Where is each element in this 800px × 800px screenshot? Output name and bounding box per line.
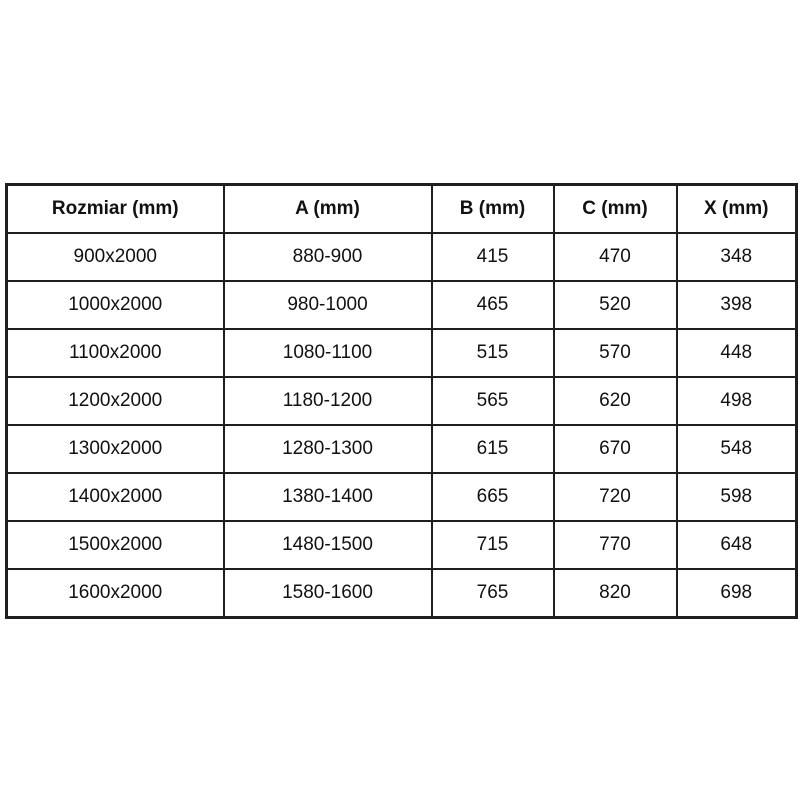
table-cell: 598 [677, 473, 797, 521]
table-row [7, 281, 797, 329]
table-row [7, 233, 797, 281]
table-cell: 720 [554, 473, 677, 521]
table-cell: 1280-1300 [224, 425, 432, 473]
table-cell: 900x2000 [7, 233, 224, 281]
table-cell: 470 [554, 233, 677, 281]
table-cell: 348 [677, 233, 797, 281]
table-row [7, 569, 797, 618]
table-header-row [7, 185, 797, 234]
table-cell: 880-900 [224, 233, 432, 281]
table-cell: 1400x2000 [7, 473, 224, 521]
table-cell: 1000x2000 [7, 281, 224, 329]
table-cell: 1380-1400 [224, 473, 432, 521]
column-header-x: X (mm) [677, 185, 797, 234]
table-cell: 570 [554, 329, 677, 377]
table-cell: 415 [432, 233, 554, 281]
table-cell: 1580-1600 [224, 569, 432, 618]
table-cell: 498 [677, 377, 797, 425]
table-cell: 448 [677, 329, 797, 377]
table-cell: 1500x2000 [7, 521, 224, 569]
table-cell: 615 [432, 425, 554, 473]
table-row [7, 473, 797, 521]
table-cell: 548 [677, 425, 797, 473]
table-cell: 398 [677, 281, 797, 329]
table-cell: 1200x2000 [7, 377, 224, 425]
size-table [5, 183, 798, 619]
table-cell: 1080-1100 [224, 329, 432, 377]
table-cell: 665 [432, 473, 554, 521]
table-cell: 1180-1200 [224, 377, 432, 425]
table-cell: 1600x2000 [7, 569, 224, 618]
table-cell: 1300x2000 [7, 425, 224, 473]
table-cell: 520 [554, 281, 677, 329]
table-row [7, 329, 797, 377]
table-cell: 698 [677, 569, 797, 618]
size-table-body [7, 233, 797, 618]
table-row [7, 377, 797, 425]
table-cell: 620 [554, 377, 677, 425]
table-cell: 565 [432, 377, 554, 425]
table-row [7, 425, 797, 473]
table-cell: 980-1000 [224, 281, 432, 329]
table-cell: 820 [554, 569, 677, 618]
table-cell: 715 [432, 521, 554, 569]
table-cell: 515 [432, 329, 554, 377]
column-header-rozmiar: Rozmiar (mm) [7, 185, 224, 234]
table-cell: 670 [554, 425, 677, 473]
column-header-c: C (mm) [554, 185, 677, 234]
column-header-b: B (mm) [432, 185, 554, 234]
table-row [7, 521, 797, 569]
table-cell: 770 [554, 521, 677, 569]
table-cell: 465 [432, 281, 554, 329]
table-cell: 765 [432, 569, 554, 618]
column-header-a: A (mm) [224, 185, 432, 234]
table-cell: 1100x2000 [7, 329, 224, 377]
table-cell: 1480-1500 [224, 521, 432, 569]
table-cell: 648 [677, 521, 797, 569]
